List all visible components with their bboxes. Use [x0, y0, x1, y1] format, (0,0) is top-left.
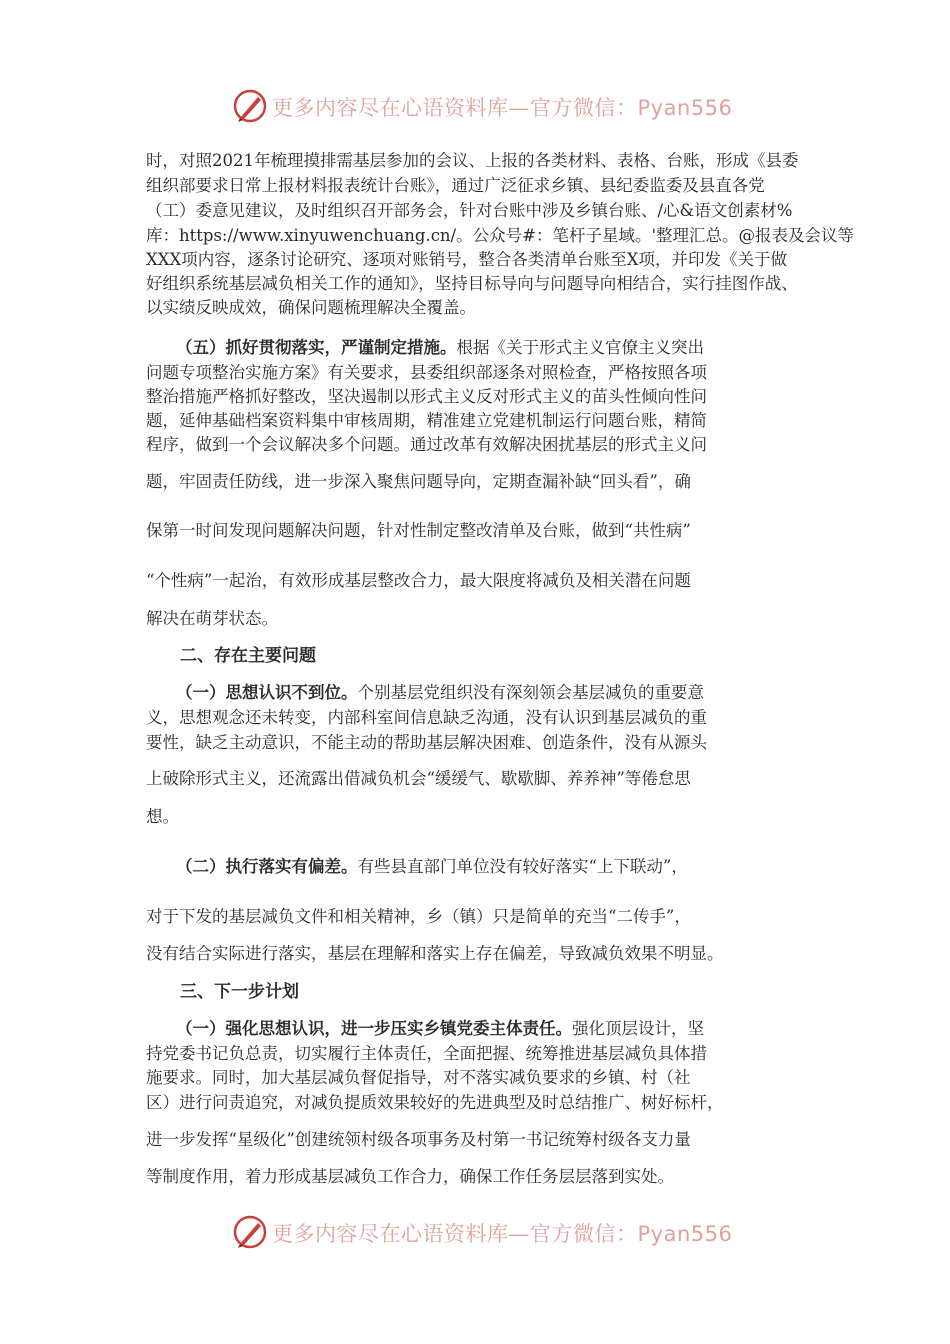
text-line: “个性病”一起治，有效形成基层整改合力，最大限度将减负及相关潜在问题	[146, 571, 691, 590]
banner-slogan: 更多内容尽在心语资料库—官方微信：	[272, 96, 638, 120]
section-heading-problems: 二、存在主要问题	[180, 646, 316, 666]
text-line: 时，对照2021年梳理摸排需基层参加的会议、上报的各类材料、表格、台账，形成《县委	[146, 151, 799, 170]
banner-wechat-id: Pyan556	[637, 1222, 733, 1246]
text-line: 区）进行问责追究，对减负提质效果较好的先进典型及时总结推广、树好标杆，	[146, 1093, 724, 1112]
text-line: 没有结合实际进行落实，基层在理解和落实上存在偏差，导致减负效果不明显。	[146, 944, 724, 963]
text-line: 义，思想观念还未转变，内部科室间信息缺乏沟通，没有认识到基层减负的重	[146, 708, 707, 727]
text-line: 整治措施严格抓好整改，坚决遏制以形式主义反对形式主义的苗头性倾向性问	[146, 387, 707, 406]
banner-text	[272, 92, 732, 122]
plan-1-heading: （一）强化思想认识，进一步压实乡镇党委主体责任。	[176, 1019, 572, 1038]
section-heading-next-plan: 三、下一步计划	[180, 982, 299, 1002]
text-line: 保第一时间发现问题解决问题，针对性制定整改清单及台账，做到“共性病”	[146, 521, 691, 540]
footer-watermark-banner	[232, 1212, 733, 1252]
banner-text	[272, 1218, 732, 1248]
header-watermark-banner	[232, 86, 733, 126]
text-line: 要性，缺乏主动意识，不能主动的帮助基层解决困难、创造条件，没有从源头	[146, 733, 707, 752]
text-line: 题，延伸基础档案资料集中审核周期，精准建立党建机制运行问题台账，精简	[146, 411, 707, 430]
text-line: 上破除形式主义，还流露出借减负机会“缓缓气、歇歇脚、养养神”等倦怠思	[146, 769, 691, 788]
text-line: 组织部要求日常上报材料报表统计台账》，通过广泛征求乡镇、县纪委监委及县直各党	[146, 176, 765, 195]
text-line: 等制度作用，着力形成基层减负工作合力，确保工作任务层层落到实处。	[146, 1167, 674, 1186]
text-line: 持党委书记负总责，切实履行主体责任，全面把握、统筹推进基层减负具体措	[146, 1044, 707, 1063]
issue-2-first-line: （二）执行落实有偏差。有些县直部门单位没有较好落实“上下联动”，	[176, 857, 688, 876]
text-line: 问题专项整治实施方案》有关要求，县委组织部逐条对照检查，严格按照各项	[146, 363, 707, 382]
text-line: 题，牢固责任防线，进一步深入聚焦问题导向，定期查漏补缺“回头看”，确	[146, 472, 691, 491]
issue-1-heading: （一）思想认识不到位。	[176, 683, 358, 702]
plan-1-first-line: （一）强化思想认识，进一步压实乡镇党委主体责任。强化顶层设计，坚	[176, 1019, 704, 1038]
pen-logo-icon	[232, 1214, 268, 1250]
banner-wechat-id: Pyan556	[637, 96, 733, 120]
text-line: 解决在萌芽状态。	[146, 609, 278, 628]
banner-slogan: 更多内容尽在心语资料库—官方微信：	[272, 1222, 638, 1246]
issue-1-first-line: （一）思想认识不到位。个别基层党组织没有深刻领会基层减负的重要意	[176, 683, 704, 702]
pen-logo-icon	[232, 88, 268, 124]
text-line: 想。	[146, 807, 179, 826]
paragraph-5-heading: （五）抓好贯彻落实，严谨制定措施。	[176, 338, 457, 357]
text-line: 程序，做到一个会议解决多个问题。通过改革有效解决困扰基层的形式主义问	[146, 435, 707, 454]
text-line: （工）委意见建议，及时组织召开部务会，针对台账中涉及乡镇台账、/心&语文创素材%	[146, 201, 793, 220]
text-line: 施要求。同时，加大基层减负督促指导，对不落实减负要求的乡镇、村（社	[146, 1068, 691, 1087]
paragraph-5-first-line: （五）抓好贯彻落实，严谨制定措施。根据《关于形式主义官僚主义突出	[176, 338, 704, 357]
text-line: 以实绩反映成效，确保问题梳理解决全覆盖。	[146, 298, 476, 317]
text-line: XXX项内容，逐条讨论研究、逐项对账销号，整合各类清单台账至X项，并印发《关于做	[146, 250, 787, 269]
issue-2-heading: （二）执行落实有偏差。	[176, 857, 358, 876]
text-line: 库：https://www.xinyuwenchuang.cn/。公众号#：笔杆子星域。'整理汇总。@报表及会议等	[146, 226, 854, 245]
text-line: 好组织系统基层减负相关工作的通知》，坚持目标导向与问题导向相结合，实行挂图作战、	[146, 274, 798, 293]
text-line: 对于下发的基层减负文件和相关精神，乡（镇）只是简单的充当“二传手”，	[146, 907, 691, 926]
text-line: 进一步发挥“星级化”创建统领村级各项事务及村第一书记统筹村级各支力量	[146, 1130, 691, 1149]
